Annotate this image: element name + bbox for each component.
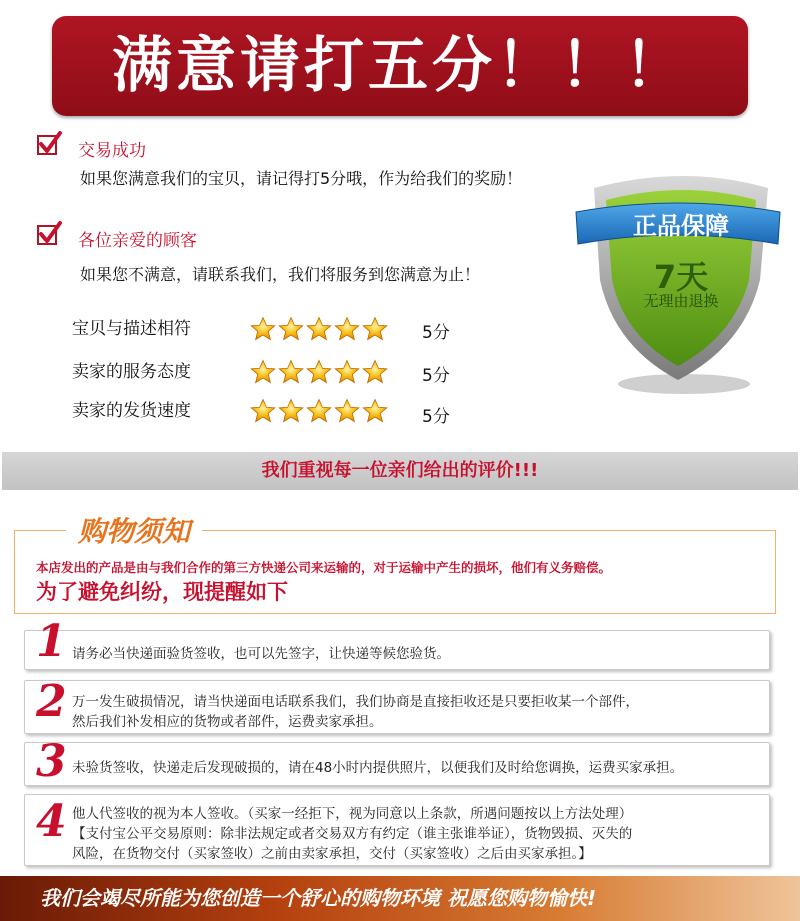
star-icon (250, 316, 276, 346)
section-text-success: 如果您满意我们的宝贝，请记得打5分哦，作为给我们的奖励！ (80, 169, 523, 188)
star-icon (278, 316, 304, 346)
review-bar-text: 我们重视每一位亲们给出的评价!!! (261, 460, 539, 481)
rating-row (72, 396, 191, 421)
rating-row (72, 314, 191, 339)
rating-label: 卖家的服务态度 (72, 362, 191, 382)
star-rating (250, 398, 388, 428)
star-icon (306, 398, 332, 428)
rating-label: 宝贝与描述相符 (72, 319, 191, 339)
star-rating (250, 359, 388, 389)
rating-score: 5分 (422, 323, 450, 343)
footer-text: 我们会竭尽所能为您创造一个舒心的购物环境 祝愿您购物愉快! (40, 886, 597, 910)
star-icon (362, 359, 388, 389)
star-icon (278, 398, 304, 428)
star-icon (306, 359, 332, 389)
badge-ribbon-text: 正品保障 (633, 212, 729, 240)
badge-days: 7天 (653, 258, 709, 296)
check-icon (36, 130, 62, 160)
notice-shipping-text: 本店发出的产品是由与我们合作的第三方快递公司来运输的，对于运输中产生的损坏，他们有义务赔偿。 (36, 560, 612, 575)
star-icon (334, 398, 360, 428)
item-text: 万一发生破损情况，请当快递面电话联系我们，我们协商是直接拒收还是只要拒收某一个部件， (72, 694, 639, 710)
star-icon (362, 316, 388, 346)
badge-subtitle: 无理由退换 (643, 292, 719, 310)
banner-title: 满意请打五分！！！ (112, 31, 688, 101)
section-text-customers: 如果您不满意，请联系我们，我们将服务到您满意为止！ (80, 265, 481, 284)
notice-reminder: 为了避免纠纷，现提醒如下 (36, 580, 288, 604)
star-icon (250, 398, 276, 428)
rating-score: 5分 (422, 407, 450, 427)
check-icon (36, 220, 62, 250)
item-text: 然后我们补发相应的货物或者部件，运费卖家承担。 (72, 714, 383, 730)
item-text: 风险，在货物交付（买家签收）之前由卖家承担，交付（买家签收）之后由买家承担。】 (72, 846, 592, 862)
star-icon (278, 359, 304, 389)
notice-title: 购物须知 (66, 510, 202, 550)
star-icon (362, 398, 388, 428)
star-icon (334, 359, 360, 389)
item-number: 1 (36, 616, 67, 667)
rating-label: 卖家的发货速度 (72, 401, 191, 421)
item-number: 2 (36, 676, 67, 727)
item-text: 未验货签收，快递走后发现破损的，请在48小时内提供照片，以便我们及时给您调换，运费买家承担。 (72, 760, 684, 776)
item-number: 3 (36, 736, 67, 787)
item-text: 【支付宝公平交易原则：除非法规定或者交易双方有约定（谁主张谁举证），货物毁损、灭失的 (72, 826, 633, 842)
item-number: 4 (36, 796, 67, 847)
star-icon (306, 316, 332, 346)
section-heading-customers: 各位亲爱的顾客 (78, 231, 197, 251)
rating-row (72, 357, 191, 382)
item-text: 请务必当快递面验货签收，也可以先签字，让快递等候您验货。 (72, 646, 450, 662)
section-heading-success: 交易成功 (78, 141, 146, 161)
star-icon (250, 359, 276, 389)
star-rating (250, 316, 388, 346)
rating-score: 5分 (422, 366, 450, 386)
star-icon (334, 316, 360, 346)
item-text: 他人代签收的视为本人签收。（买家一经拒下，视为同意以上条款，所遇问题按以上方法处理） (72, 806, 633, 822)
